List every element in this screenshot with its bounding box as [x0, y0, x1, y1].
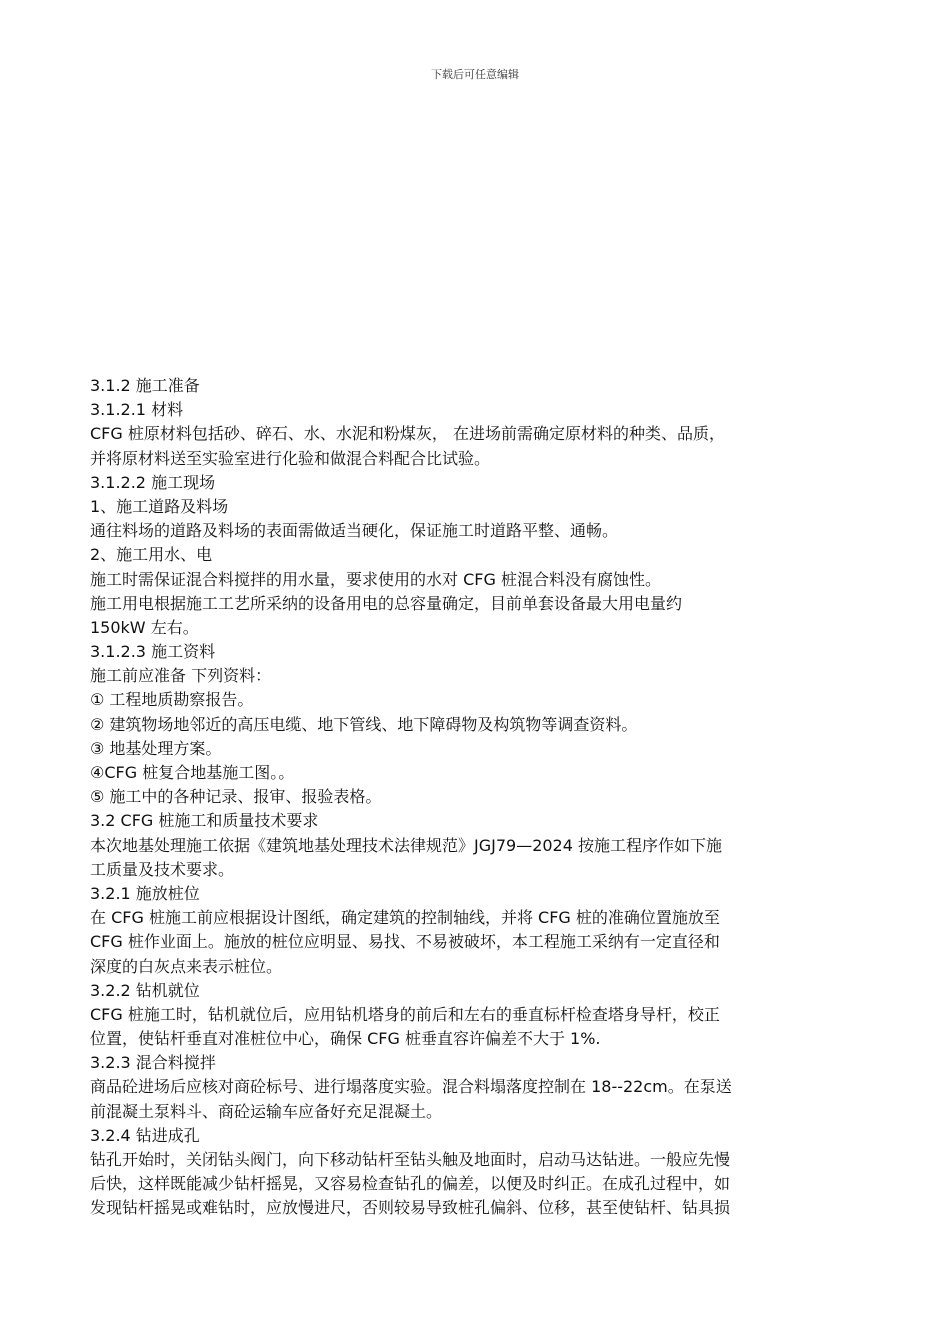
text-line: 施工用电根据施工工艺所采纳的设备用电的总容量确定，目前单套设备最大用电量约 — [90, 593, 683, 613]
text-line: 施工前应准备 下列资料： — [90, 666, 272, 686]
text-line: 工质量及技术要求。 — [90, 859, 235, 879]
text-line: 1、施工道路及料场 — [90, 496, 229, 516]
text-line: 3.2 CFG 桩施工和质量技术要求 — [90, 811, 319, 831]
text-line: 位置，使钻杆垂直对准桩位中心，确保 CFG 桩垂直容许偏差不大于 1%. — [90, 1029, 601, 1049]
text-line: ⑤ 施工中的各种记录、报审、报验表格。 — [90, 787, 382, 807]
text-line: CFG 桩施工时，钻机就位后，应用钻机塔身的前后和左右的垂直标杆检查塔身导杆，校正 — [90, 1004, 720, 1024]
text-line: 通往料场的道路及料场的表面需做适当硬化，保证施工时道路平整、通畅。 — [90, 521, 619, 541]
text-line: 3.1.2.3 施工资料 — [90, 642, 216, 662]
text-line: 施工时需保证混合料搅拌的用水量，要求使用的水对 CFG 桩混合料没有腐蚀性。 — [90, 569, 661, 589]
text-line: 3.2.4 钻进成孔 — [90, 1125, 200, 1145]
text-line: 3.1.2.1 材料 — [90, 400, 184, 420]
text-line: 发现钻杆摇晃或难钻时，应放慢进尺，否则较易导致桩孔偏斜、位移，甚至使钻杆、钻具损 — [90, 1198, 731, 1218]
text-line: 商品砼进场后应核对商砼标号、进行塌落度实验。混合料塌落度控制在 18--22cm。在泵送 — [90, 1077, 732, 1097]
text-line: 后快，这样既能减少钻杆摇晃，又容易检查钻孔的偏差，以便及时纠正。在成孔过程中，如 — [90, 1174, 731, 1194]
text-line: CFG 桩作业面上。施放的桩位应明显、易找、不易被破坏，本工程施工采纳有一定直径和 — [90, 932, 720, 952]
text-line: 3.1.2.2 施工现场 — [90, 472, 216, 492]
text-line: 在 CFG 桩施工前应根据设计图纸，确定建筑的控制轴线，并将 CFG 桩的准确位置施放至 — [90, 908, 720, 928]
text-line: ② 建筑物场地邻近的高压电缆、地下管线、地下障碍物及构筑物等调查资料。 — [90, 714, 638, 734]
text-line: ① 工程地质勘察报告。 — [90, 690, 254, 710]
text-line: 本次地基处理施工依据《建筑地基处理技术法律规范》JGJ79—2024 按施工程序作如下施 — [90, 835, 723, 855]
text-line: 150kW 左右。 — [90, 617, 199, 637]
text-line: 3.2.1 施放桩位 — [90, 883, 200, 903]
text-line: 3.1.2 施工准备 — [90, 376, 200, 395]
text-line: ③ 地基处理方案。 — [90, 738, 222, 758]
text-line: ④CFG 桩复合地基施工图。。 — [90, 763, 295, 782]
text-line: 3.2.2 钻机就位 — [90, 980, 200, 1000]
text-line: 钻孔开始时，关闭钻头阀门，向下移动钻杆至钻头触及地面时，启动马达钻进。一般应先慢 — [90, 1150, 731, 1169]
text-line: 前混凝土泵料斗、商砼运输车应备好充足混凝土。 — [90, 1101, 443, 1121]
text-line: 2、施工用水、电 — [90, 545, 213, 565]
text-line: 深度的白灰点来表示桩位。 — [90, 956, 283, 976]
page-header-note: 下载后可任意编辑 — [431, 68, 519, 81]
text-line: CFG 桩原材料包括砂、碎石、水、水泥和粉煤灰， 在进场前需确定原材料的种类、品质， — [90, 424, 725, 444]
document-body — [90, 374, 865, 1221]
text-line: 3.2.3 混合料搅拌 — [90, 1053, 216, 1073]
text-line: 并将原材料送至实验室进行化验和做混合料配合比试验。 — [90, 448, 491, 468]
